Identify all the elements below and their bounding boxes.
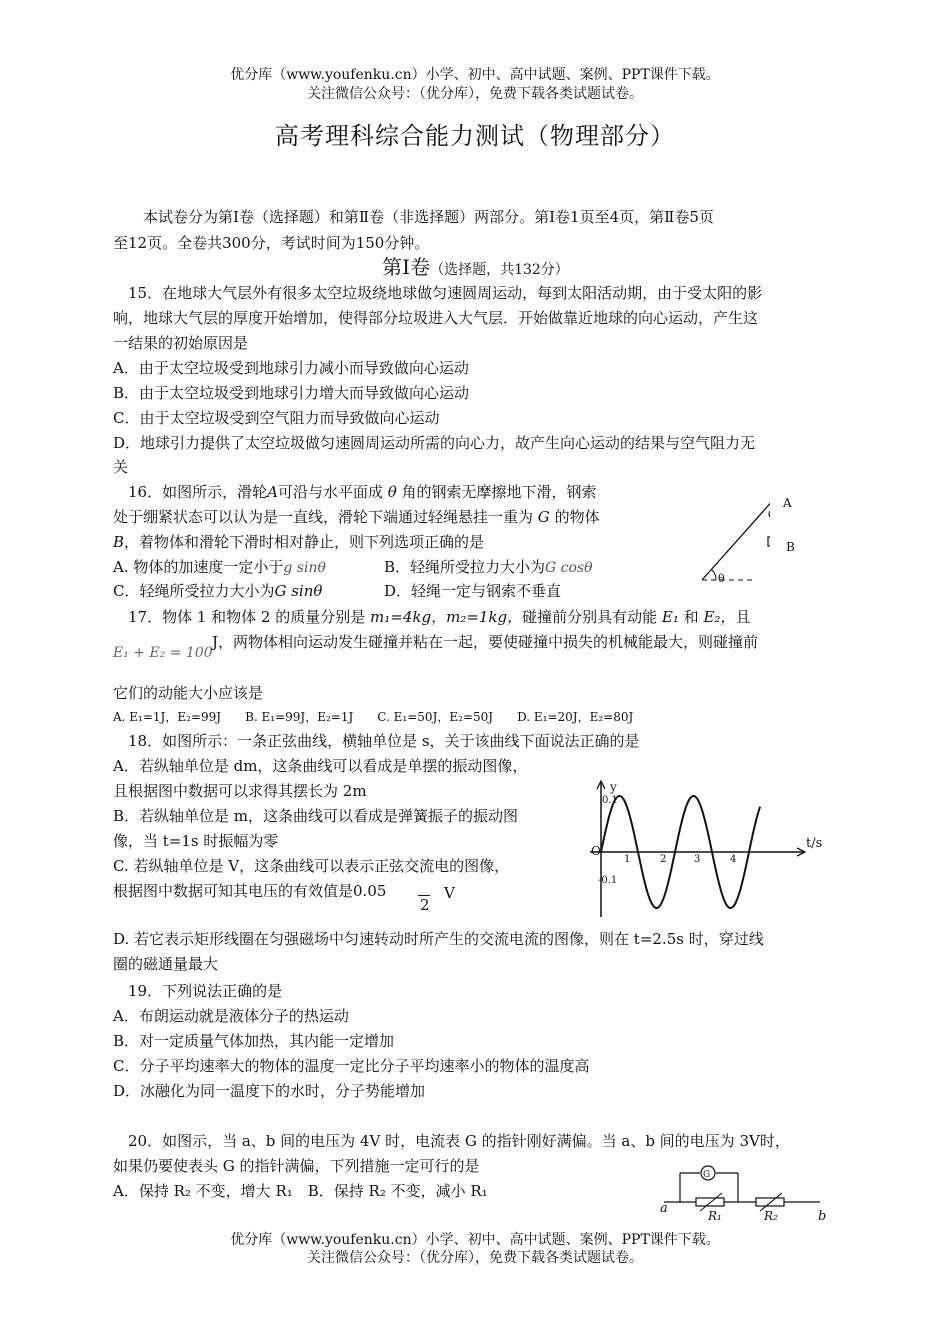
q16-var: θ (387, 483, 397, 501)
sine-origin: O (591, 844, 601, 858)
q17-text: 和 (683, 608, 699, 626)
header-line-1: 优分库（www.youfenku.cn）小学、初中、高中试题、案例、PPT课件下载。 (230, 67, 720, 83)
sine-ymax: 0.1 (602, 795, 618, 806)
intro-line-1: 本试卷分为第Ⅰ卷（选择题）和第Ⅱ卷（非选择题）两部分。第Ⅰ卷1页至4页，第Ⅱ卷5页 (143, 208, 714, 226)
q18-option-c-1: C. 若纵轴单位是 V，这条曲线可以表示正弦交流电的图像， (113, 857, 510, 875)
sine-tick-2: 2 (660, 854, 667, 865)
q17-line-1 (128, 606, 853, 628)
q18-c-text: 根据图中数据可知其电压的有效值是0.05 (113, 882, 387, 900)
sine-y-label: y (610, 780, 617, 794)
incline-label-theta: θ (718, 572, 725, 585)
q19-option-b: B．对一定质量气体加热，其内能一定增加 (113, 1032, 395, 1050)
q17-text: 且 (735, 608, 751, 626)
q17-options: A. E₁=1J，E₂=99J B. E₁=99J，E₂=1J C. E₁=50J，E₂=50J D. E₁=20J，E₂=80J (113, 710, 634, 724)
sine-tick-1: 1 (624, 854, 631, 865)
incline-label-b: B (786, 540, 795, 554)
header-line-2: 关注微信公众号：（优分库），免费下载各类试题试卷。 (307, 86, 643, 102)
q19-option-a: A．布朗运动就是液体分子的热运动 (113, 1007, 349, 1025)
q19-option-c: C．分子平均速率大的物体的温度一定比分子平均速率小的物体的温度高 (113, 1057, 590, 1075)
q16-text: ，着物体和滑轮下滑时相对静止，则下列选项正确的是 (124, 533, 485, 551)
q16-option-c-text: C．轻绳所受拉力大小为 (113, 582, 275, 600)
q16-option-d: D．轻绳一定与钢索不垂直 (384, 582, 562, 600)
q18-root-value: 2 (420, 896, 430, 914)
q16-option-b-text: B．轻绳所受拉力大小为 (384, 558, 546, 576)
q15-option-d-line-2: 关 (113, 458, 129, 476)
sine-ymin: -0.1 (598, 875, 618, 886)
q15-line-3: 一结果的初始原因是 (113, 334, 249, 352)
footer-line-2: 关注微信公众号：（优分库），免费下载各类试题试卷。 (307, 1250, 643, 1266)
circuit-figure (660, 1165, 825, 1220)
q16-option-a-text: A. 物体的加速度一定小于 (113, 558, 284, 576)
section-heading (113, 256, 838, 281)
q17-var: E₂， (703, 608, 736, 626)
circuit-b-label: b (818, 1209, 827, 1224)
q18-option-d-2: 圈的磁通量最大 (113, 955, 219, 973)
q20-line-1: 20．如图示，当 a、b 间的电压为 4V 时，电流表 G 的指针刚好满偏。当 a、b 间的电压为 3V时， (128, 1132, 790, 1150)
q18-option-a-2: 且根据图中数据可以求得其摆长为 2m (113, 782, 367, 800)
q16-text: 16．如图所示，滑轮 (128, 483, 268, 501)
q15-line-2: 响，地球大气层的厚度开始增加，使得部分垃圾进入大气层．开始做靠近地球的向心运动，产生这 (113, 309, 759, 327)
q16-var: G (537, 508, 550, 526)
section-title: 第Ⅰ卷 (382, 255, 431, 279)
q17-var: m₂=1kg， (446, 608, 523, 626)
q18-option-b-1: B．若纵轴单位是 m，这条曲线可以看成是弹簧振子的振动图 (113, 807, 519, 825)
q17-eq: E₁ + E₂ = 100 (113, 645, 213, 661)
q16-option-b-expr: G cosθ (545, 560, 593, 576)
q18-option-a-1: A．若纵轴单位是 dm，这条曲线可以看成是单摆的振动图像， (113, 757, 528, 775)
q16-var: B (113, 533, 125, 551)
q16-option-a-expr: g sinθ (283, 560, 326, 576)
incline-label-a: A (783, 496, 792, 510)
q16-option-c-expr: G sinθ (274, 582, 323, 600)
q17-line-3: 它们的动能大小应该是 (113, 684, 264, 702)
section-subtitle: （选择题，共132分） (430, 262, 569, 278)
circuit-g-label: G (703, 1170, 711, 1180)
sine-tick-3: 3 (694, 854, 701, 865)
q15-option-c: C．由于太空垃圾受到空气阻力而导致做向心运动 (113, 409, 440, 427)
q16-text: 的物体 (554, 508, 600, 526)
q15-option-b: B．由于太空垃圾受到地球引力增大而导致做向心运动 (113, 384, 470, 402)
q18-option-d-1: D. 若它表示矩形线圈在匀强磁场中匀速转动时所产生的交流电流的图像，则在 t=2.5s 时，穿过线 (113, 930, 764, 948)
q20-options: A．保持 R₂ 不变，增大 R₁ B．保持 R₂ 不变，减小 R₁ (113, 1182, 488, 1200)
footer-line-1: 优分库（www.youfenku.cn）小学、初中、高中试题、案例、PPT课件下载。 (230, 1232, 720, 1248)
q17-var: E₁ (661, 608, 679, 626)
q19-option-d: D．冰融化为同一温度下的水时，分子势能增加 (113, 1082, 426, 1100)
q15-line-1: 15．在地球大气层外有很多太空垃圾绕地球做匀速圆周运动，每到太阳活动期，由于受太阳的影 (128, 284, 763, 302)
q17-text: 碰撞前分别具有动能 (522, 608, 658, 626)
intro-line-2: 至12页。全卷共300分，考试时间为150分钟。 (113, 234, 430, 252)
sine-tick-4: 4 (730, 854, 737, 865)
q17-var: m₁=4kg， (370, 608, 447, 626)
q16-text: 角的钢索无摩擦地下滑，钢索 (401, 483, 597, 501)
circuit-r2-label: R₂ (764, 1209, 778, 1223)
q19-line-1: 19．下列说法正确的是 (128, 982, 283, 1000)
q17-text: 17．物体 1 和物体 2 的质量分别是 (128, 608, 366, 626)
circuit-r1-label: R₁ (708, 1209, 722, 1223)
q18-option-b-2: 像，当 t=1s 时振幅为零 (113, 832, 279, 850)
page-title: 高考理科综合能力测试（物理部分） (275, 122, 675, 150)
circuit-a-label: a (660, 1201, 668, 1216)
sine-x-label: t/s (806, 836, 823, 851)
q16-var: A (267, 483, 278, 501)
q20-line-2: 如果仍要使表头 G 的指针满偏，下列措施一定可行的是 (113, 1157, 480, 1175)
q16-option-b (384, 556, 950, 579)
q16-text: 处于绷紧状态可以认为是一直线，滑轮下端通过轻绳悬挂一重为 (113, 508, 534, 526)
q15-option-d-line-1: D．地球引力提供了太空垃圾做匀速圆周运动所需的向心力，故产生向心运动的结果与空气阻力无 (113, 434, 756, 452)
q17-line-2: J，两物体相向运动发生碰撞并粘在一起，要使碰撞中损失的机械能最大，则碰撞前 (212, 633, 759, 651)
q18-line-1: 18．如图所示：一条正弦曲线，横轴单位是 s，关于该曲线下面说法正确的是 (128, 732, 640, 750)
q18-unit: V (444, 884, 455, 902)
q15-option-a: A．由于太空垃圾受到地球引力减小而导致做向心运动 (113, 359, 469, 377)
q16-text: 可沿与水平面成 (277, 483, 383, 501)
